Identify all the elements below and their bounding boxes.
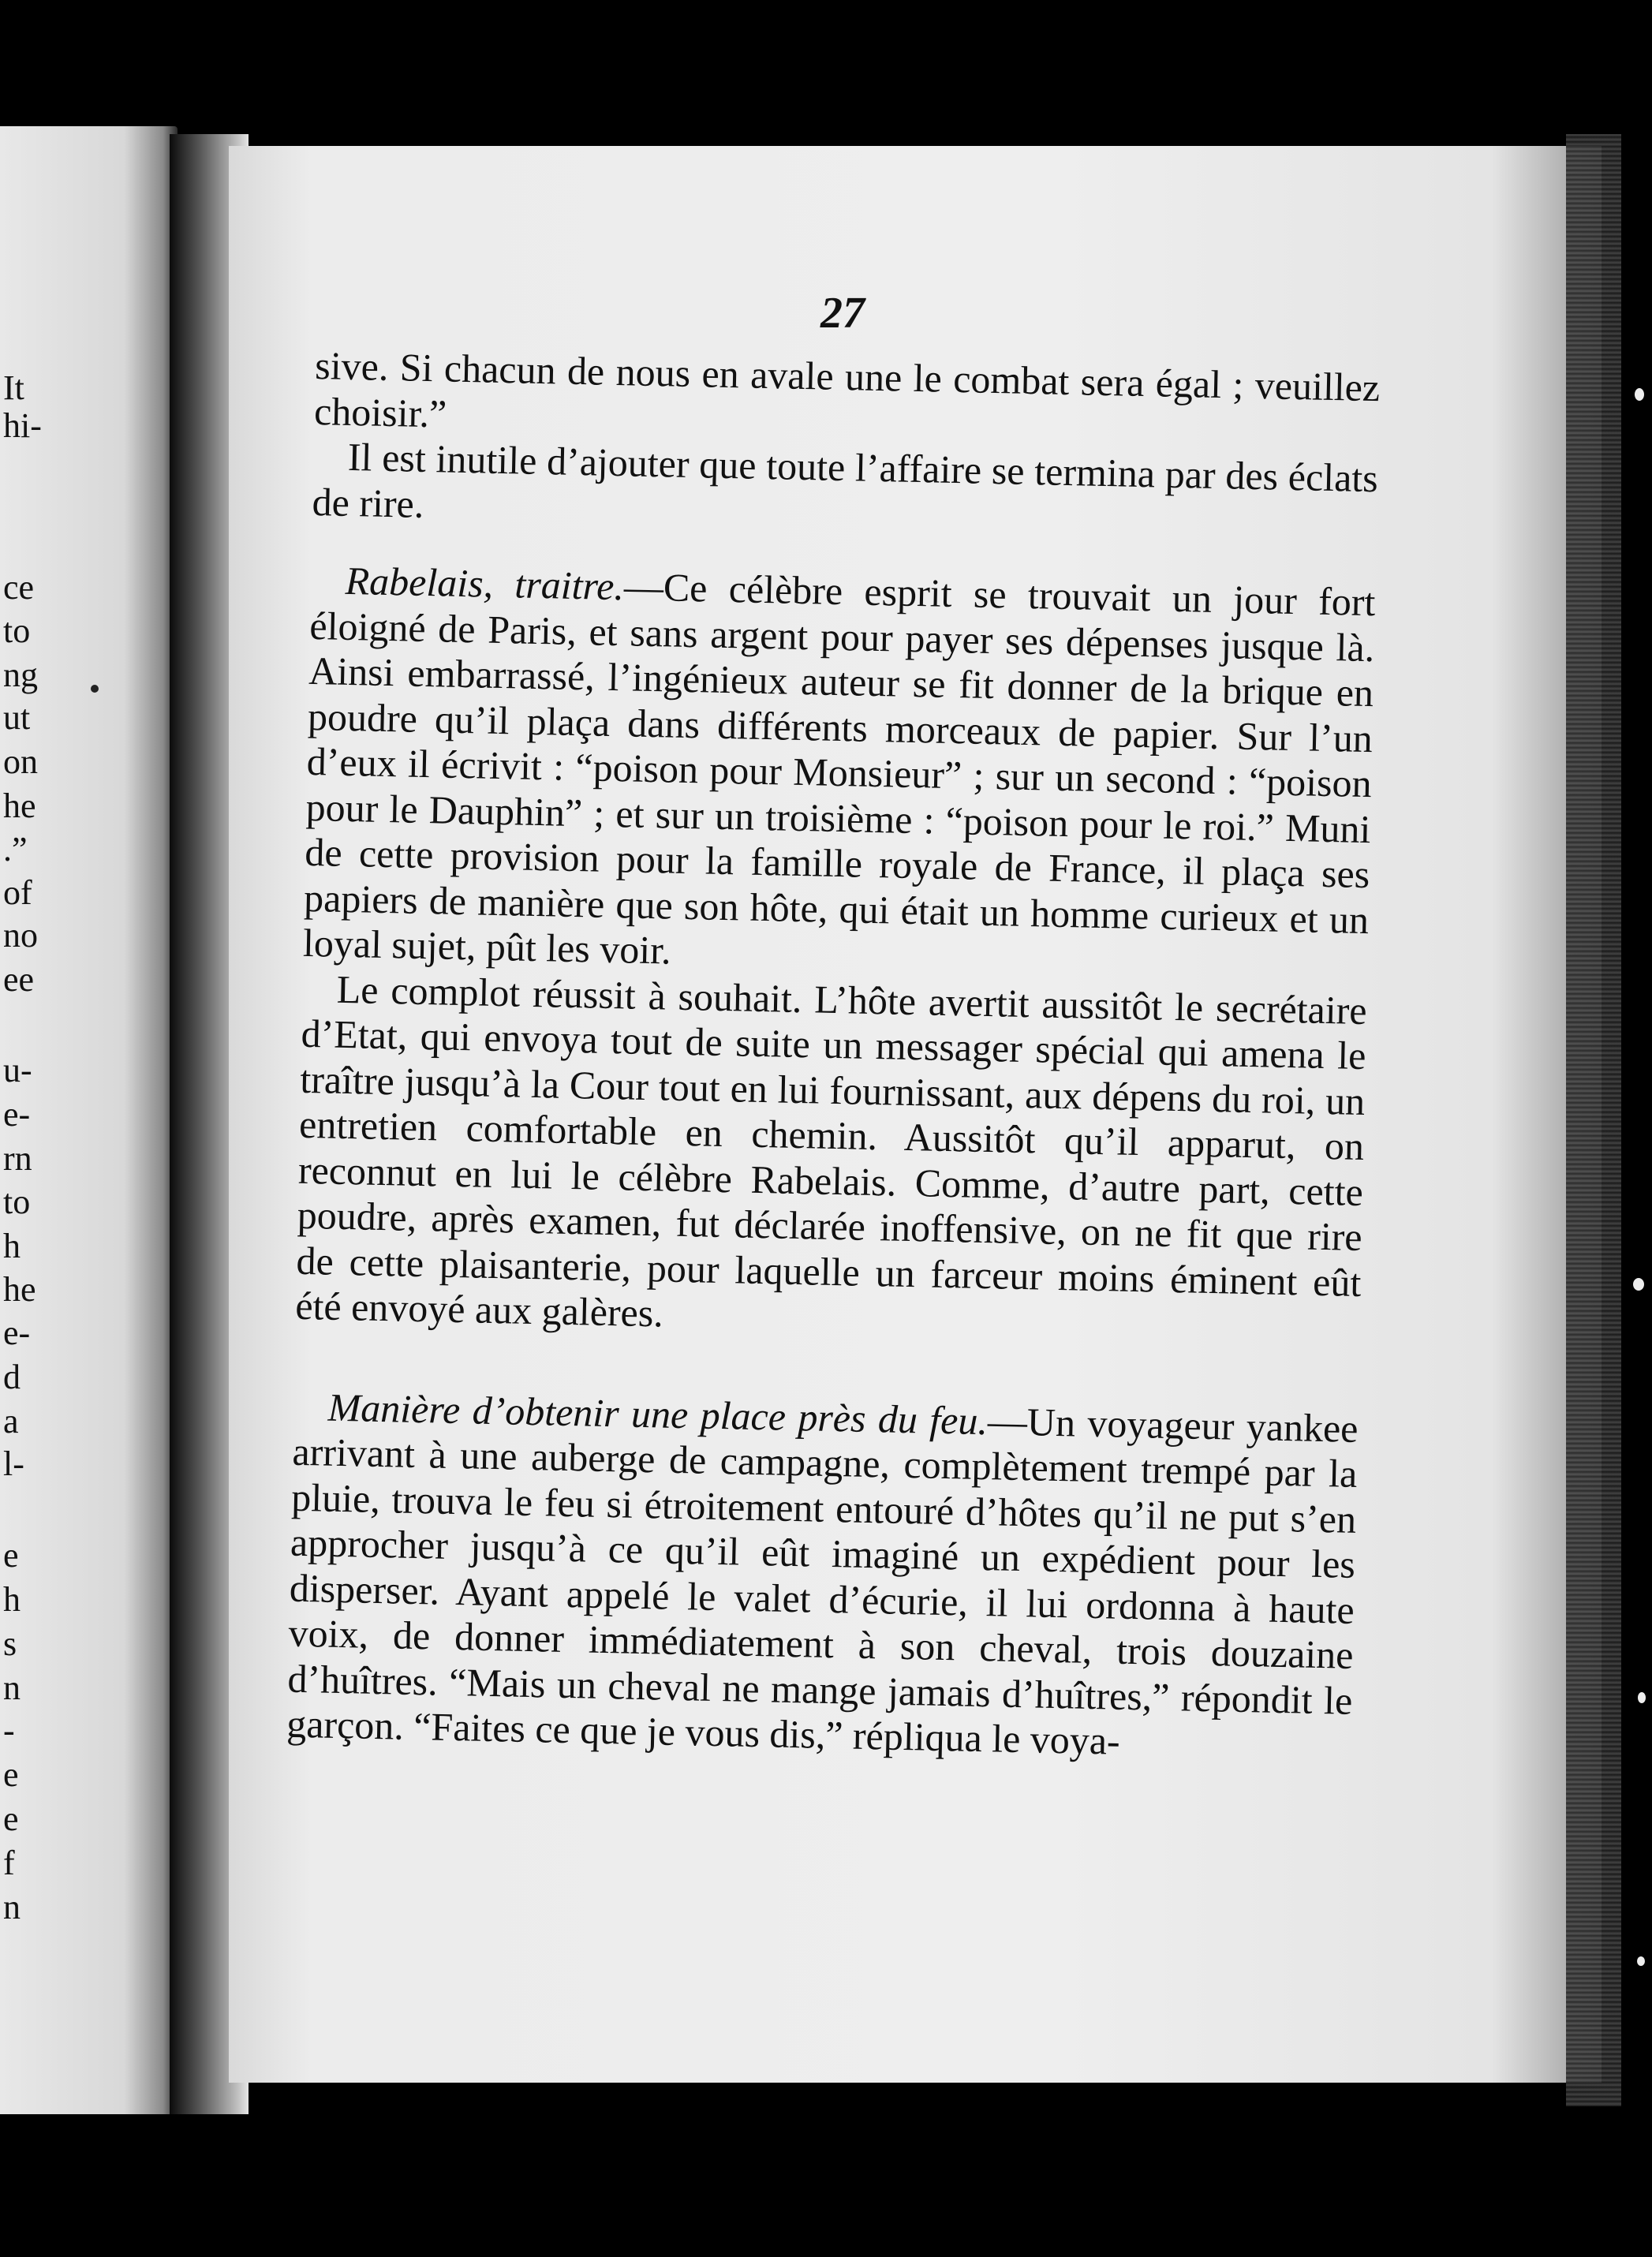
left-page-fragment: .” — [3, 830, 28, 869]
left-page-fragment: e — [3, 1755, 19, 1794]
left-page-fragment: of — [3, 873, 32, 912]
scan-speck — [1637, 1956, 1645, 1966]
anecdote-title: Rabelais, traitre. — [345, 558, 625, 609]
anecdote-text: —Ce célèbre esprit se trouvait un jour fort éloigné de Paris, et sans argent pour payer ses dépenses jusque là. Ainsi embarrassé, l’ingénieux auteur se fit donner de la brique en poudre qu’il plaça dans différents morceaux de papier. Sur l’un d’eux il écrivit : “poison pour Monsieur” ; sur un second : “poison pour le Dauphin” ; et sur un troisième : “poison pour le roi.” Muni de cette provision pour la famille royale de France, il plaça ses papiers de manière que son hôte, qui était un homme curieux et un loyal sujet, pût les voir. — [302, 564, 1377, 973]
left-page-fragment: rn — [3, 1139, 32, 1178]
anecdote-text: —Un voyageur yankee arrivant à une auberge de campagne, complètement trempé par la pluie, trouva le feu si étroitement entouré d’hôtes qu’il ne put s’en approcher jusqu’à ce qu’il eût imaginé un expédient pour les disperser. Ayant appelé le valet d’écurie, il lui ordonna à haute voix, de donner immédiatement à son cheval, trois douzaine d’huîtres. “Mais un cheval ne mange jamais d’huîtres,” répondit le garçon. “Faites ce que je vous dis,” répliqua le voya- — [286, 1398, 1359, 1763]
anecdote-rabelais — [302, 558, 1376, 988]
left-page-fragment: e — [3, 1536, 19, 1575]
left-page-fragment: no — [3, 916, 38, 955]
left-page-fragment: n — [3, 1888, 21, 1926]
left-page-fragment: n — [3, 1668, 21, 1707]
left-page-fragment: d — [3, 1358, 21, 1396]
left-page-fragment: l- — [3, 1444, 24, 1483]
left-page-fragment: e- — [3, 1313, 31, 1352]
left-page-fragment: f — [3, 1844, 15, 1882]
paragraph-continuation: sive. Si chacun de nous en avale une le combat sera égal ; veuillez choisir.” — [313, 343, 1381, 435]
page-edge — [1566, 134, 1621, 2106]
left-page-fragment: ce — [3, 568, 35, 607]
paragraph: Il est inutile d’ajouter que toute l’affaire se termina par des éclats de rire. — [312, 434, 1379, 526]
anecdote-title: Manière d’obtenir une place près du feu. — [327, 1384, 989, 1443]
left-page-fragment: hi- — [3, 406, 42, 445]
left-page-fragment: he — [3, 1270, 36, 1309]
left-page-fragment: to — [3, 611, 31, 650]
left-page-fragment: he — [3, 787, 36, 825]
scan-speck — [1635, 388, 1644, 401]
left-page-fragment: h — [3, 1227, 21, 1265]
scan-speck — [1633, 1278, 1644, 1291]
anecdote-fire — [286, 1384, 1359, 1769]
left-page-fragment: ng — [3, 656, 38, 694]
left-page-fragment: on — [3, 742, 38, 781]
left-page-fragment: s — [3, 1624, 17, 1663]
page-body — [286, 343, 1381, 1769]
left-page-fragment: to — [3, 1183, 31, 1221]
left-page-fragment: h — [3, 1580, 21, 1619]
left-page-fragment: a — [3, 1402, 19, 1441]
left-page-fragment: e — [3, 1799, 19, 1838]
paragraph: Le complot réussit à souhait. L’hôte avertit aussitôt le secrétaire d’Etat, qui envoya tout de suite un messager spécial qui amena le traître jusqu’à la Cour tout en lui fournissant, aux dépens du roi, un entretien comfortable en chemin. Aussitôt qu’il apparut, on reconnut en lui le célèbre Rabelais. Comme, d’autre part, cette poudre, après examen, fut déclarée inoffensive, on ne fit que rire de cette plaisanterie, pour laquelle un farceur moins éminent eût été envoyé aux galères. — [294, 966, 1368, 1336]
scan-speck — [1638, 1692, 1646, 1703]
page-number: 27 — [820, 289, 865, 338]
previous-page — [0, 126, 178, 2114]
left-page-fragment: It — [3, 368, 24, 407]
left-page-fragment: ut — [3, 698, 31, 737]
scan-speck — [91, 685, 99, 693]
left-page-fragment: e- — [3, 1095, 31, 1134]
left-page-fragment: ee — [3, 960, 35, 999]
left-page-fragment: - — [3, 1711, 15, 1750]
left-page-fragment: u- — [3, 1051, 32, 1089]
